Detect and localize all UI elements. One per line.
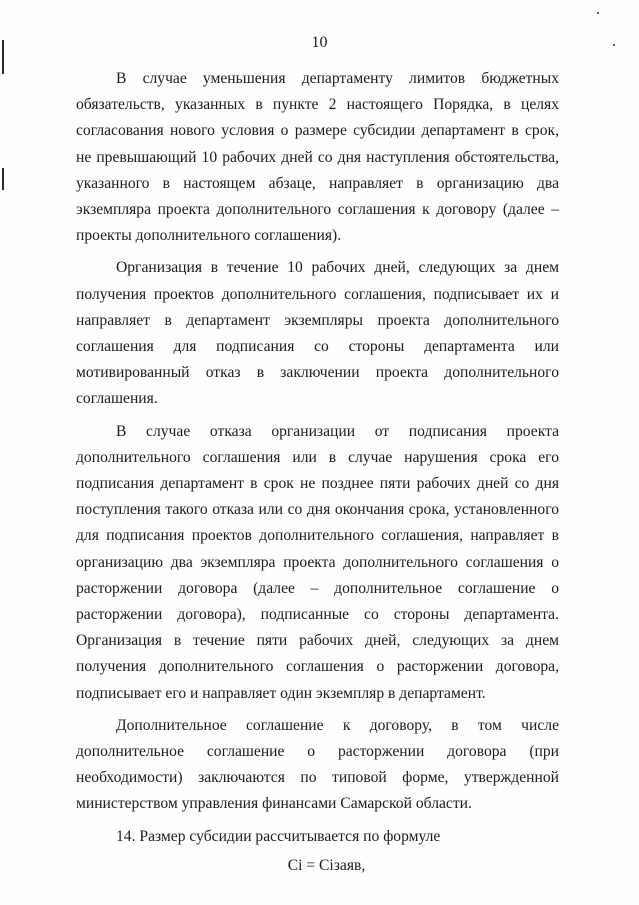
scan-artifact-dot — [597, 12, 599, 14]
subsidy-formula: Ci = Ciзаяв, — [287, 856, 366, 874]
page-number: 10 — [311, 34, 328, 51]
paragraph-organization-signing: Организация в течение 10 рабочих дней, следующих за днем получения проектов дополнительного соглашения, подписывает их и направляет в департамент экземпляры проекта дополнительного соглашения для подписания со стороны департамента или мотивированный отказ в заключении проекта дополнительного соглашения. — [76, 259, 559, 408]
paragraph-standard-form: Дополнительное соглашение к договору, в том числе дополнительное соглашение о расторжении договора (при необходимости) заключаются по типовой форме, утвержденной министерством управления финансами Самарской области. — [76, 716, 559, 813]
paragraph-refusal-termination: В случае отказа организации от подписания проекта дополнительного соглашения или в случае нарушения срока его подписания департамент в срок не позднее пяти рабочих дней со дня поступления такого отказа или со дня окончания срока, установленного для подписания проектов дополнительного соглашения, направляет в организацию два экземпляра проекта дополнительного соглашения о расторжении договора (далее – дополнительное соглашение о расторжении договора), подписанные со стороны департамента. Организация в течение пяти рабочих дней, следующих за днем получения дополнительного соглашения о расторжении договора, подписывает его и направляет один экземпляр в департамент. — [76, 422, 559, 702]
scan-artifact-mark — [2, 168, 4, 190]
paragraph-subsidy-formula-intro: 14. Размер субсидии рассчитывается по формуле — [116, 827, 441, 845]
paragraph-budget-reduction: В случае уменьшения департаменту лимитов бюджетных обязательств, указанных в пункте 2 настоящего Порядка, в целях согласования нового условия о размере субсидии департамент в срок, не превышающий 10 рабочих дней со дня наступления обстоятельства, указанного в настоящем абзаце, направляет в организацию два экземпляра проекта дополнительного соглашения к договору (далее – проекты дополнительного соглашения). — [76, 70, 559, 245]
document-body — [76, 66, 559, 878]
